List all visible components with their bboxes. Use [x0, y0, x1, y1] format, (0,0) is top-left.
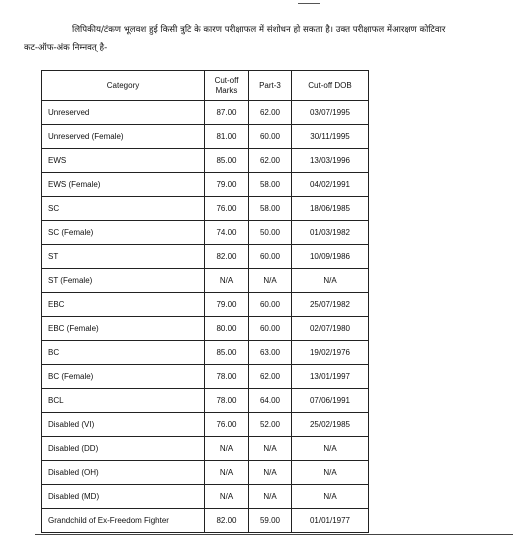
intro-line-2: कट-ऑफ-अंक निम्नवत् है- — [24, 42, 108, 53]
cell-part3: 60.00 — [249, 317, 292, 341]
cell-cutoff-marks: 80.00 — [205, 317, 249, 341]
cell-part3: 58.00 — [249, 197, 292, 221]
table-row — [42, 197, 369, 221]
table-row — [42, 125, 369, 149]
header-cutoff-dob: Cut-off DOB — [292, 71, 369, 101]
cell-category: BC — [42, 341, 205, 365]
table-row — [42, 149, 369, 173]
cell-cutoff-marks: 85.00 — [205, 149, 249, 173]
intro-line-1: लिपिकीय/टंकण भूलवश हुई किसी त्रुटि के कारण परीक्षाफल में संशोधन हो सकता है। उक्त परीक्षाफल मेंआरक्षण कोटिवार — [72, 24, 446, 35]
cell-cutoff-dob: 07/06/1991 — [292, 389, 369, 413]
cell-part3: 62.00 — [249, 149, 292, 173]
cell-category: SC (Female) — [42, 221, 205, 245]
cell-cutoff-dob: 13/01/1997 — [292, 365, 369, 389]
table-row — [42, 413, 369, 437]
cell-category: ST — [42, 245, 205, 269]
cell-part3: 60.00 — [249, 125, 292, 149]
cell-cutoff-dob: 25/02/1985 — [292, 413, 369, 437]
table-row — [42, 341, 369, 365]
header-part3: Part-3 — [249, 71, 292, 101]
cell-part3: 62.00 — [249, 365, 292, 389]
table-row — [42, 293, 369, 317]
cell-cutoff-marks: 79.00 — [205, 173, 249, 197]
table-row — [42, 269, 369, 293]
table-row — [42, 509, 369, 533]
cell-cutoff-dob: 30/11/1995 — [292, 125, 369, 149]
cell-cutoff-dob: 03/07/1995 — [292, 101, 369, 125]
cell-cutoff-marks: 82.00 — [205, 509, 249, 533]
cell-cutoff-dob: 04/02/1991 — [292, 173, 369, 197]
cell-cutoff-marks: 78.00 — [205, 389, 249, 413]
cell-category: Unreserved (Female) — [42, 125, 205, 149]
cell-part3: 50.00 — [249, 221, 292, 245]
cell-category: Disabled (MD) — [42, 485, 205, 509]
cell-cutoff-dob: 01/01/1977 — [292, 509, 369, 533]
table-row — [42, 317, 369, 341]
cell-cutoff-dob: N/A — [292, 437, 369, 461]
cell-part3: 60.00 — [249, 245, 292, 269]
cell-cutoff-marks: 78.00 — [205, 365, 249, 389]
cell-category: EBC (Female) — [42, 317, 205, 341]
cell-cutoff-dob: 01/03/1982 — [292, 221, 369, 245]
table-body — [42, 101, 369, 533]
cell-cutoff-dob: 02/07/1980 — [292, 317, 369, 341]
table-row — [42, 461, 369, 485]
intro-paragraph — [24, 21, 494, 57]
cell-part3: 60.00 — [249, 293, 292, 317]
page-divider — [35, 534, 513, 535]
cell-category: Disabled (DD) — [42, 437, 205, 461]
cell-cutoff-dob: N/A — [292, 269, 369, 293]
cell-cutoff-marks: 85.00 — [205, 341, 249, 365]
cell-category: EWS (Female) — [42, 173, 205, 197]
header-category: Category — [42, 71, 205, 101]
cell-cutoff-marks: 82.00 — [205, 245, 249, 269]
cell-cutoff-marks: 74.00 — [205, 221, 249, 245]
cell-part3: 52.00 — [249, 413, 292, 437]
cell-category: Grandchild of Ex-Freedom Fighter — [42, 509, 205, 533]
cell-cutoff-dob: N/A — [292, 485, 369, 509]
cell-part3: 64.00 — [249, 389, 292, 413]
cell-category: EBC — [42, 293, 205, 317]
cell-category: SC — [42, 197, 205, 221]
table-row — [42, 485, 369, 509]
cell-cutoff-marks: 87.00 — [205, 101, 249, 125]
cell-part3: N/A — [249, 485, 292, 509]
cell-category: Disabled (OH) — [42, 461, 205, 485]
table-row — [42, 437, 369, 461]
cell-cutoff-dob: 19/02/1976 — [292, 341, 369, 365]
cell-part3: 62.00 — [249, 101, 292, 125]
cell-cutoff-dob: 10/09/1986 — [292, 245, 369, 269]
cell-cutoff-dob: 18/06/1985 — [292, 197, 369, 221]
cell-category: ST (Female) — [42, 269, 205, 293]
cell-cutoff-marks: 81.00 — [205, 125, 249, 149]
cell-cutoff-marks: 76.00 — [205, 413, 249, 437]
cell-cutoff-dob: 25/07/1982 — [292, 293, 369, 317]
cell-cutoff-marks: N/A — [205, 485, 249, 509]
cell-part3: 63.00 — [249, 341, 292, 365]
cell-cutoff-marks: N/A — [205, 461, 249, 485]
table-row — [42, 365, 369, 389]
table-row — [42, 245, 369, 269]
table-row — [42, 389, 369, 413]
cell-cutoff-marks: 76.00 — [205, 197, 249, 221]
cell-part3: 59.00 — [249, 509, 292, 533]
cell-part3: N/A — [249, 269, 292, 293]
cell-category: EWS — [42, 149, 205, 173]
page-number-mark — [298, 0, 320, 4]
cell-category: Unreserved — [42, 101, 205, 125]
cell-cutoff-marks: N/A — [205, 437, 249, 461]
table-header-row — [42, 71, 369, 101]
cell-cutoff-dob: N/A — [292, 461, 369, 485]
cell-cutoff-dob: 13/03/1996 — [292, 149, 369, 173]
header-cutoff-marks: Cut-off Marks — [205, 71, 249, 101]
cell-category: BCL — [42, 389, 205, 413]
cell-part3: N/A — [249, 461, 292, 485]
cell-part3: 58.00 — [249, 173, 292, 197]
cell-category: BC (Female) — [42, 365, 205, 389]
table-row — [42, 221, 369, 245]
cell-cutoff-marks: 79.00 — [205, 293, 249, 317]
cell-part3: N/A — [249, 437, 292, 461]
cell-category: Disabled (VI) — [42, 413, 205, 437]
cutoff-table — [41, 70, 369, 533]
table-row — [42, 101, 369, 125]
cell-cutoff-marks: N/A — [205, 269, 249, 293]
table-row — [42, 173, 369, 197]
